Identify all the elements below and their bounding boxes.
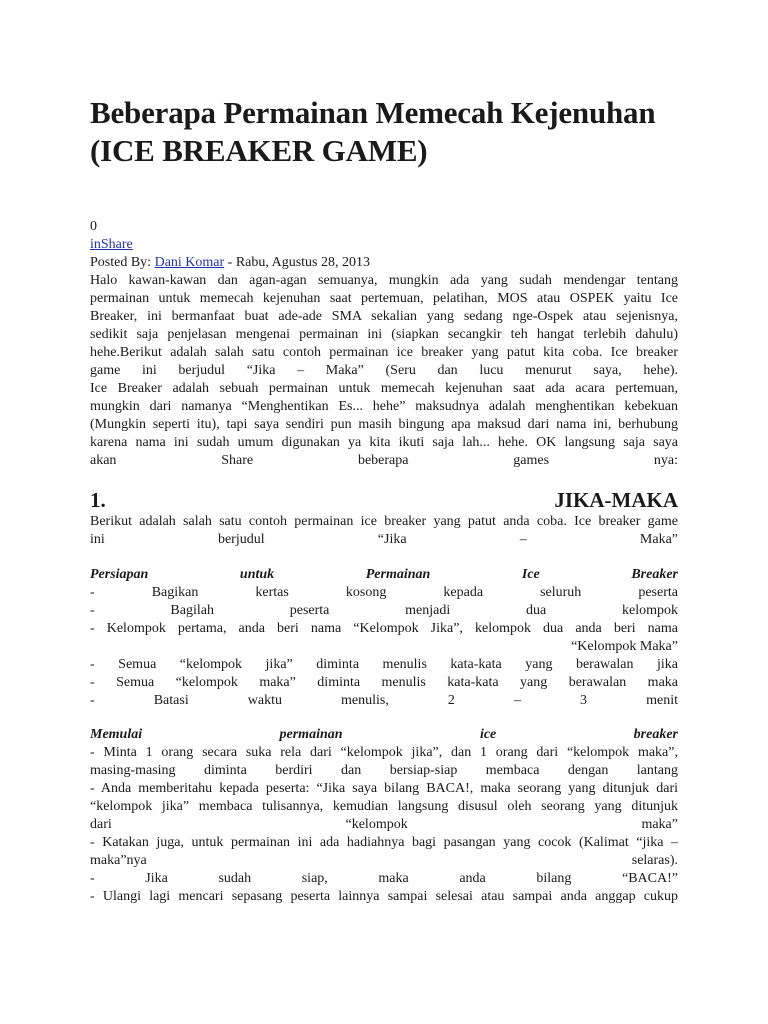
intro-paragraph (90, 272, 678, 470)
posted-by-label: Posted By: (90, 255, 152, 270)
intro-line: mungkin dari namanya “Menghentikan Es... hehe” maksudnya adalah menghentikan kebekuan (90, 399, 678, 414)
intro-line: hehe.Berikut adalah salah satu contoh permainan ice breaker yang patut kita coba. Ice breaker (90, 345, 678, 360)
prep-item: - Batasi waktu menulis, 2 – 3 menit (90, 693, 678, 708)
section-name: JIKA-MAKA (554, 488, 678, 512)
inshare-link[interactable]: inShare (90, 237, 133, 252)
preparation-section (90, 566, 678, 710)
start-item: - Anda memberitahu kepada peserta: “Jika saya bilang BACA!, maka seorang yang ditunjuk dari (90, 781, 678, 796)
post-meta (90, 218, 678, 272)
start-game-section (90, 726, 678, 906)
intro-line: (Mungkin seperti itu), tapi saya sendiri pun masih bingung apa maksud dari nama ini, berhubung (90, 417, 678, 432)
start-item: dari “kelompok maka” (90, 817, 678, 832)
start-item: masing-masing diminta berdiri dan bersiap-siap membaca dengan lantang (90, 763, 678, 778)
page-title (90, 94, 710, 170)
prep-item: - Semua “kelompok maka” diminta menulis kata-kata yang berawalan maka (90, 675, 678, 690)
start-item: maka”nya selaras). (90, 853, 678, 868)
lead-line: Berikut adalah salah satu contoh permainan ice breaker yang patut anda coba. Ice breaker game (90, 514, 678, 529)
section-heading (90, 487, 678, 513)
start-item: - Ulangi lagi mencari sepasang peserta lainnya sampai selesai atau sampai anda anggap cukup (90, 889, 678, 904)
prep-item: - Semua “kelompok jika” diminta menulis kata-kata yang berawalan jika (90, 657, 678, 672)
start-item: - Jika sudah siap, maka anda bilang “BACA!” (90, 871, 678, 886)
start-item: - Katakan juga, untuk permainan ini ada hadiahnya bagi pasangan yang cocok (Kalimat “jika – (90, 835, 678, 850)
start-game-title: Memulai permainan ice breaker (90, 727, 678, 742)
intro-line: karena nama ini sudah umum digunakan ya kita ikuti saja lah... hehe. OK langsung saja saya (90, 435, 678, 450)
intro-line: Ice Breaker adalah sebuah permainan untuk memecah kejenuhan saat ada acara pertemuan, (90, 381, 678, 396)
intro-line: Halo kawan-kawan dan agan-agan semuanya, mungkin ada yang sudah mendengar tentang (90, 273, 678, 288)
preparation-title: Persiapan untuk Permainan Ice Breaker (90, 567, 678, 582)
prep-item: - Kelompok pertama, anda beri nama “Kelompok Jika”, kelompok dua anda beri nama (90, 621, 678, 636)
start-item: - Minta 1 orang secara suka rela dari “kelompok jika”, dan 1 orang dari “kelompok maka”, (90, 745, 678, 760)
lead-line: ini berjudul “Jika – Maka” (90, 532, 678, 547)
prep-item: “Kelompok Maka” (571, 639, 678, 654)
intro-line: akan Share beberapa games nya: (90, 453, 678, 468)
posted-by-line (90, 254, 678, 272)
intro-line: Breaker, ini bermanfaat buat ade-ade SMA sekalian yang sedang nge-Ospek atau sejenisnya, (90, 309, 678, 324)
title-line-1: Beberapa Permainan Memecah Kejenuhan (90, 95, 656, 130)
title-line-2: (ICE BREAKER GAME) (90, 133, 428, 168)
section-number: 1. (90, 488, 106, 512)
share-count: 0 (90, 219, 97, 234)
intro-line: permainan untuk memecah kejenuhan saat pertemuan, pelatihan, MOS atau OSPEK yaitu Ice (90, 291, 678, 306)
post-date: - Rabu, Agustus 28, 2013 (224, 255, 371, 270)
prep-item: - Bagikan kertas kosong kepada seluruh peserta (90, 585, 678, 600)
intro-line: sedikit saja penjelasan mengenai permainan ini (siapkan secangkir teh hangat terlebih dahulu) (90, 327, 678, 342)
author-link[interactable]: Dani Komar (154, 255, 225, 270)
section-lead (90, 513, 678, 549)
start-item: “kelompok jika” membaca tulisannya, kemudian langsung disusul oleh seorang yang ditunjuk (90, 799, 678, 814)
prep-item: - Bagilah peserta menjadi dua kelompok (90, 603, 678, 618)
intro-line: game ini berjudul “Jika – Maka” (Seru dan lucu menurut saya, hehe). (90, 363, 678, 378)
